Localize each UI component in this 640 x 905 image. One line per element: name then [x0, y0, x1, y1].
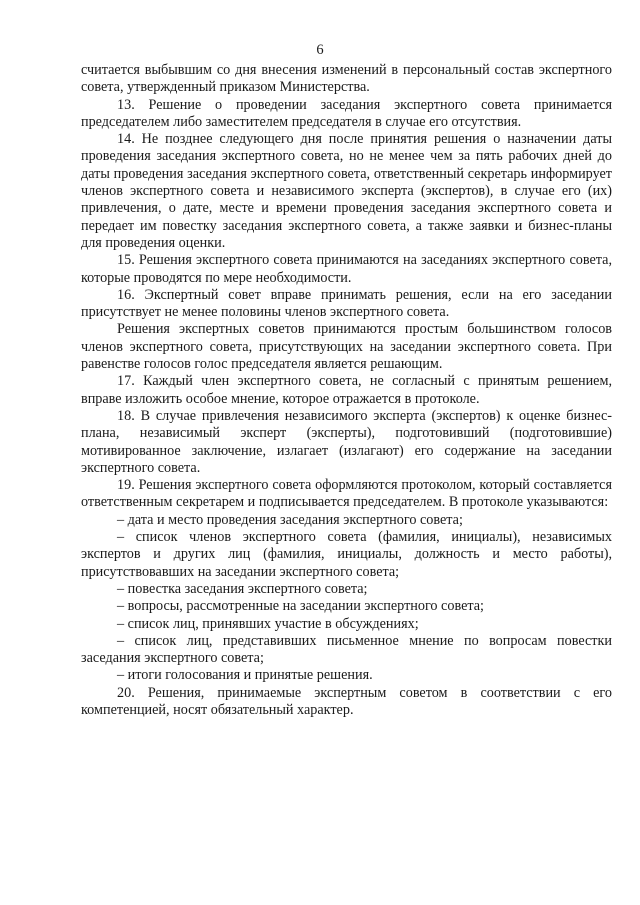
paragraph-13: 13. Решение о проведении заседания экспертного совета принимается председателем либо заместителем председателя в случае его отсутствия.	[81, 96, 612, 130]
document-body	[81, 62, 612, 719]
paragraph-19: 19. Решения экспертного совета оформляются протоколом, который составляется ответственным секретарем и подписывается председателем. В протоколе указываются:	[81, 477, 612, 511]
paragraph-20: 20. Решения, принимаемые экспертным советом в соответствии с его компетенцией, носят обязательный характер.	[81, 684, 612, 718]
page-number: 6	[316, 42, 324, 58]
paragraph-16: 16. Экспертный совет вправе принимать решения, если на его заседании присутствует не менее половины членов экспертного совета.	[81, 286, 612, 321]
list-item-date-place: – дата и место проведения заседания экспертного совета;	[117, 511, 463, 528]
paragraph-continued: считается выбывшим со дня внесения изменений в персональный состав экспертного совета, утвержденный приказом Министерства.	[81, 62, 612, 96]
list-item-questions: – вопросы, рассмотренные на заседании экспертного совета;	[117, 598, 484, 615]
paragraph-15: 15. Решения экспертного совета принимаются на заседаниях экспертного совета, которые проводятся по мере необходимости.	[81, 252, 612, 286]
paragraph-18: 18. В случае привлечения независимого эксперта (экспертов) к оценке бизнес-плана, независимый эксперт (эксперты), подготовивший (подготовившие) мотивированное заключение, излагает (излагают) его содержание на заседании экспертного совета.	[81, 407, 612, 476]
list-item-agenda: – повестка заседания экспертного совета;	[117, 580, 368, 597]
paragraph-16-decisions: Решения экспертных советов принимаются простым большинством голосов членов экспертного совета, присутствующих на заседании экспертного совета. При равенстве голосов голос председателя является решающим.	[81, 321, 612, 373]
paragraph-14: 14. Не позднее следующего дня после принятия решения о назначении даты проведения заседания экспертного совета, но не менее чем за пять рабочих дней до даты проведения заседания экспертного совета, ответственный секретарь информирует членов экспертного совета и независимого эксперта (экспертов), в случае его (их) привлечения, о дате, месте и времени проведения заседания экспертного совета и передает им повестку заседания экспертного совета, а также заявки и бизнес-планы для проведения оценки.	[81, 131, 612, 251]
list-item-written-opinions: – список лиц, представивших письменное мнение по вопросам повестки заседания экспертного совета;	[81, 632, 612, 667]
list-item-participants: – список лиц, принявших участие в обсуждениях;	[117, 615, 419, 632]
list-item-voting-results: – итоги голосования и принятые решения.	[117, 667, 373, 684]
list-item-members: – список членов экспертного совета (фамилия, инициалы), независимых экспертов и других лиц (фамилия, инициалы, должность и место работы), присутствовавших на заседании экспертного совета;	[81, 529, 612, 580]
paragraph-17: 17. Каждый член экспертного совета, не согласный с принятым решением, вправе изложить особое мнение, которое отражается в протоколе.	[81, 373, 612, 407]
